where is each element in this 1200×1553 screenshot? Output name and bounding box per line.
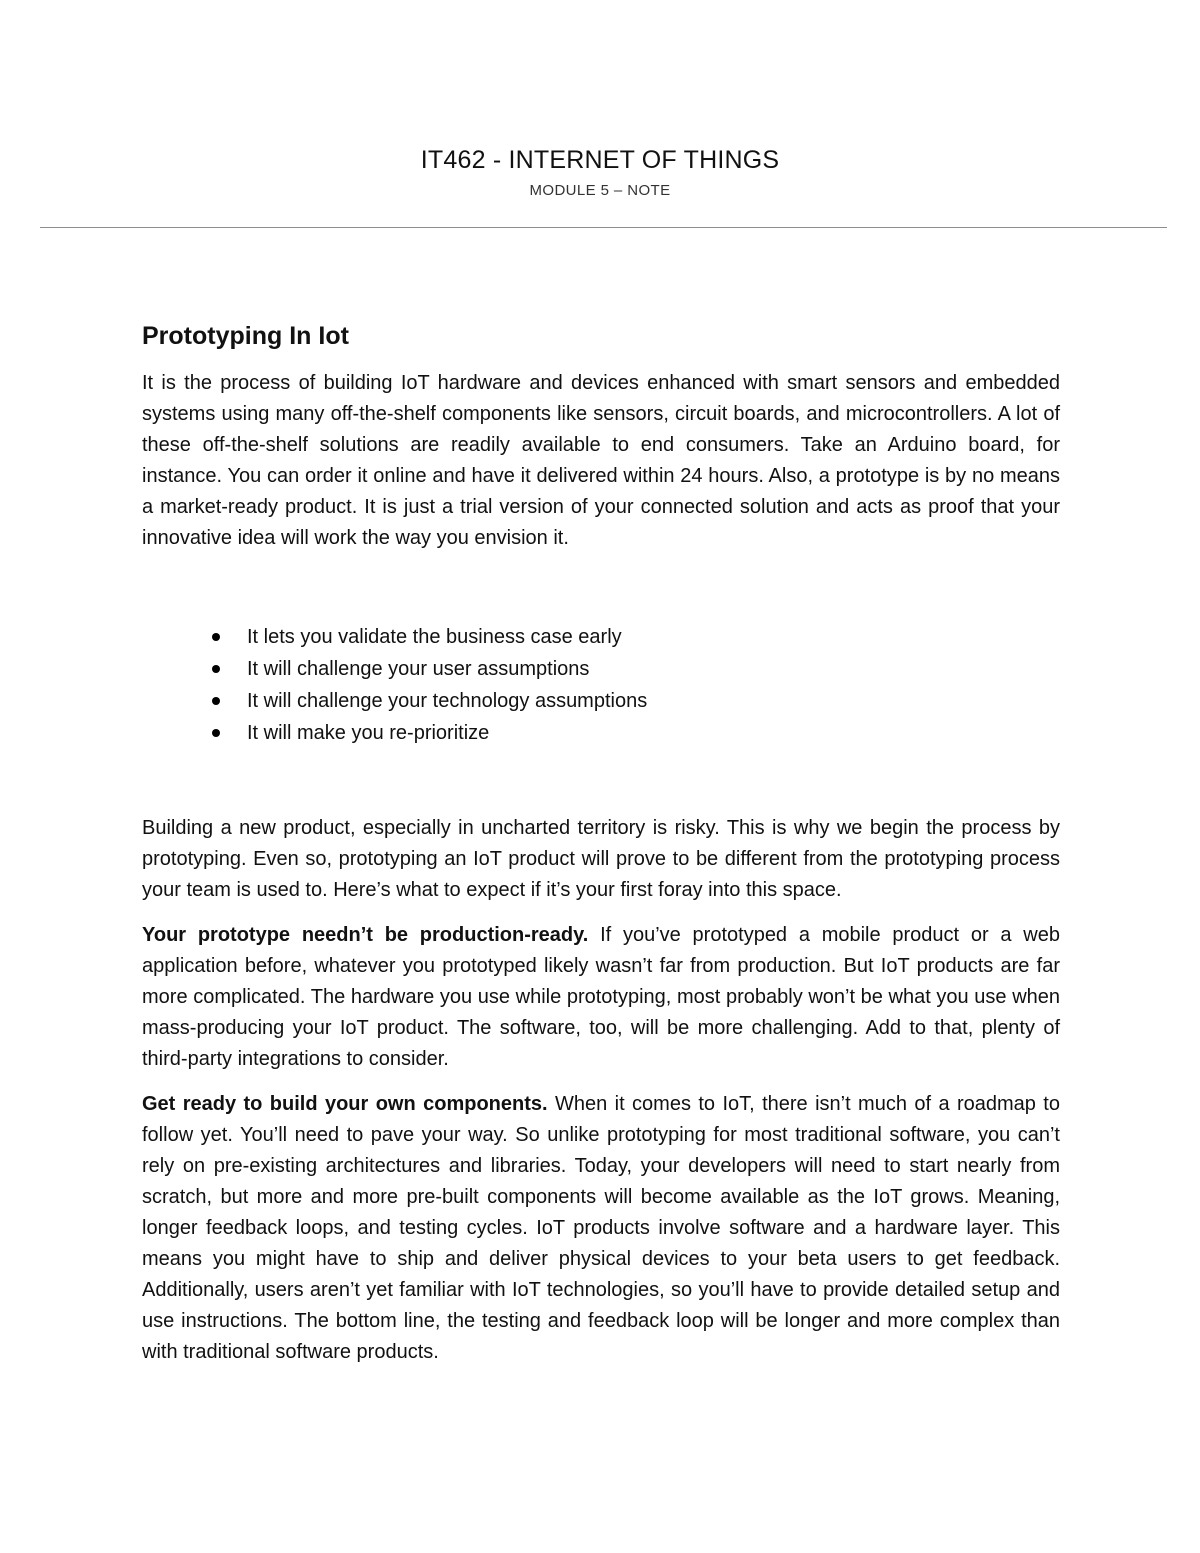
section-heading: Prototyping In Iot	[142, 322, 349, 350]
production-ready-paragraph	[142, 920, 1060, 1075]
list-item	[212, 653, 1060, 685]
bullet-icon	[212, 697, 220, 705]
document-header	[0, 142, 1200, 202]
list-item-text: It will challenge your user assumptions	[247, 658, 590, 680]
components-lead: Get ready to build your own components.	[142, 1093, 548, 1115]
components-paragraph	[142, 1089, 1060, 1368]
bullet-icon	[212, 665, 220, 673]
list-item	[212, 685, 1060, 717]
intro-paragraph: It is the process of building IoT hardware and devices enhanced with smart sensors and embedded systems using many off-the-shelf components like sensors, circuit boards, and microcontrollers. A lot of these off-the-shelf solutions are readily available to end consumers. Take an Arduino board, for instance. You can order it online and have it delivered within 24 hours. Also, a prototype is by no means a market-ready product. It is just a trial version of your connected solution and acts as proof that your innovative idea will work the way you envision it.	[142, 372, 1060, 549]
production-ready-lead: Your prototype needn’t be production-ready.	[142, 924, 589, 946]
document-title: IT462 - INTERNET OF THINGS	[420, 146, 780, 174]
bullet-icon	[212, 633, 220, 641]
list-item	[212, 717, 1060, 749]
production-ready-body: If you’ve prototyped a mobile product or a web application before, whatever you prototyped likely wasn’t far from production. But IoT products are far more complicated. The hardware you use while prototyping, most probably won’t be what you use when mass-producing your IoT product. The software, too, will be more challenging. Add to that, plenty of third-party integrations to consider.	[142, 924, 1060, 1070]
document-subtitle: MODULE 5 – NOTE	[529, 182, 671, 199]
list-item-text: It will make you re-prioritize	[247, 722, 490, 744]
list-item	[212, 621, 1060, 653]
components-body: When it comes to IoT, there isn’t much of a roadmap to follow yet. You’ll need to pave your way. So unlike prototyping for most traditional software, you can’t rely on pre-existing architectures and libraries. Today, your developers will need to start nearly from scratch, but more and more pre-built components will become available as the IoT grows. Meaning, longer feedback loops, and testing cycles. IoT products involve software and a hardware layer. This means you might have to ship and deliver physical devices to your beta users to get feedback. Additionally, users aren’t yet familiar with IoT technologies, so you’ll have to provide detailed setup and use instructions. The bottom line, the testing and feedback loop will be longer and more complex than with traditional software products.	[142, 1093, 1060, 1363]
benefits-list	[142, 621, 1060, 749]
header-divider	[40, 227, 1167, 228]
bullet-icon	[212, 729, 220, 737]
risk-paragraph: Building a new product, especially in uncharted territory is risky. This is why we begin the process by prototyping. Even so, prototyping an IoT product will prove to be different from the prototyping process your team is used to. Here’s what to expect if it’s your first foray into this space.	[142, 817, 1060, 901]
list-item-text: It lets you validate the business case early	[247, 626, 622, 648]
list-item-text: It will challenge your technology assumptions	[247, 690, 648, 712]
document-body	[142, 318, 1060, 1368]
